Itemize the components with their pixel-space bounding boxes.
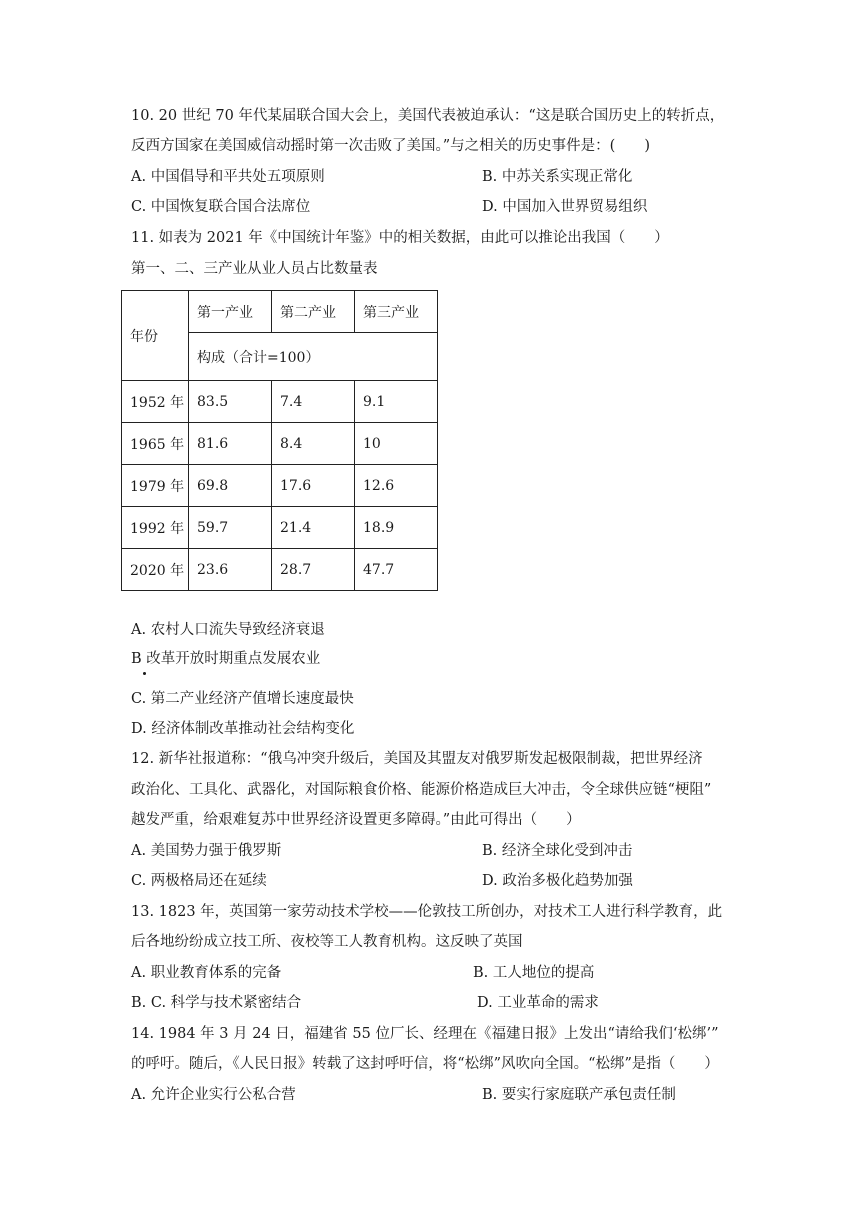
table-cell-year: 2020 年 xyxy=(122,549,189,591)
q14-option-a[interactable]: A. 允许企业实行公私合营 xyxy=(131,1087,296,1103)
q10-option-d[interactable]: D. 中国加入世界贸易组织 xyxy=(482,199,648,215)
q12-stem-line2: 政治化、工具化、武器化，对国际粮食价格、能源价格造成巨大冲击，令全球供应链“梗阻” xyxy=(131,782,712,798)
table-cell-tertiary: 12.6 xyxy=(355,465,438,507)
employment-share-table xyxy=(121,290,438,591)
table-cell-tertiary: 47.7 xyxy=(355,549,438,591)
q11-stem-line1: 11. 如表为 2021 年《中国统计年鉴》中的相关数据，由此可以推论出我国（ ） xyxy=(131,230,669,246)
q13-option-a[interactable]: A. 职业教育体系的完备 xyxy=(131,965,282,981)
q12-option-b[interactable]: B. 经济全球化受到冲击 xyxy=(482,843,633,859)
table-row xyxy=(122,549,438,591)
table-row xyxy=(122,423,438,465)
q12-stem-line3: 越发严重，给艰难复苏中世界经济设置更多障碍。”由此可得出（ ） xyxy=(131,812,581,828)
table-cell-year: 1965 年 xyxy=(122,423,189,465)
q13-option-d[interactable]: D. 工业革命的需求 xyxy=(477,995,599,1011)
table-cell-primary: 69.8 xyxy=(189,465,272,507)
table-cell-primary: 81.6 xyxy=(189,423,272,465)
table-header-primary: 第一产业 xyxy=(189,291,272,333)
q13-stem-line1: 13. 1823 年，英国第一家劳动技术学校——伦敦技工所创办，对技术工人进行科学教育，此 xyxy=(131,904,723,920)
table-cell-primary: 23.6 xyxy=(189,549,272,591)
table-cell-secondary: 28.7 xyxy=(272,549,355,591)
q11-option-a[interactable]: A. 农村人口流失导致经济衰退 xyxy=(131,622,325,638)
stray-dot-mark xyxy=(143,672,146,675)
table-header-composition: 构成（合计=100） xyxy=(189,333,438,381)
table-cell-year: 1979 年 xyxy=(122,465,189,507)
q13-option-b[interactable]: B. 工人地位的提高 xyxy=(473,965,595,981)
table-row xyxy=(122,465,438,507)
q11-option-b[interactable]: B 改革开放时期重点发展农业 xyxy=(131,651,321,667)
q14-stem-line1: 14. 1984 年 3 月 24 日，福建省 55 位厂长、经理在《福建日报》上发出“请给我们‘松绑’” xyxy=(131,1026,719,1042)
q10-option-a[interactable]: A. 中国倡导和平共处五项原则 xyxy=(131,169,325,185)
table-row xyxy=(122,381,438,423)
table-header-year: 年份 xyxy=(122,291,189,381)
table-cell-year: 1992 年 xyxy=(122,507,189,549)
q12-option-c[interactable]: C. 两极格局还在延续 xyxy=(131,873,267,889)
table-header-secondary: 第二产业 xyxy=(272,291,355,333)
table-cell-secondary: 17.6 xyxy=(272,465,355,507)
table-cell-secondary: 8.4 xyxy=(272,423,355,465)
q10-stem-line2: 反西方国家在美国威信动摇时第一次击败了美国。”与之相关的历史事件是：( ) xyxy=(131,138,650,154)
q13-option-c[interactable]: B. C. 科学与技术紧密结合 xyxy=(131,995,302,1011)
q11-option-d[interactable]: D. 经济体制改革推动社会结构变化 xyxy=(131,721,355,737)
table-cell-tertiary: 18.9 xyxy=(355,507,438,549)
q14-option-b[interactable]: B. 要实行家庭联产承包责任制 xyxy=(482,1087,676,1103)
q10-option-b[interactable]: B. 中苏关系实现正常化 xyxy=(482,169,633,185)
q10-option-c[interactable]: C. 中国恢复联合国合法席位 xyxy=(131,199,311,215)
table-cell-year: 1952 年 xyxy=(122,381,189,423)
table-cell-primary: 59.7 xyxy=(189,507,272,549)
q12-stem-line1: 12. 新华社报道称：“俄乌冲突升级后，美国及其盟友对俄罗斯发起极限制裁，把世界经济 xyxy=(131,751,703,767)
table-cell-secondary: 21.4 xyxy=(272,507,355,549)
table-header-tertiary: 第三产业 xyxy=(355,291,438,333)
q12-option-a[interactable]: A. 美国势力强于俄罗斯 xyxy=(131,843,282,859)
q11-table-title: 第一、二、三产业从业人员占比数量表 xyxy=(131,261,378,277)
table-cell-tertiary: 10 xyxy=(355,423,438,465)
q13-stem-line2: 后各地纷纷成立技工所、夜校等工人教育机构。这反映了英国 xyxy=(131,934,523,950)
q12-option-d[interactable]: D. 政治多极化趋势加强 xyxy=(482,873,633,889)
q14-stem-line2: 的呼吁。随后，《人民日报》转载了这封呼吁信，将“松绑”风吹向全国。“松绑”是指（ ） xyxy=(131,1056,719,1072)
table-row xyxy=(122,507,438,549)
table-cell-tertiary: 9.1 xyxy=(355,381,438,423)
q11-option-c[interactable]: C. 第二产业经济产值增长速度最快 xyxy=(131,691,354,707)
table-cell-primary: 83.5 xyxy=(189,381,272,423)
table-cell-secondary: 7.4 xyxy=(272,381,355,423)
q10-stem-line1: 10. 20 世纪 70 年代某届联合国大会上，美国代表被迫承认：“这是联合国历史上的转折点， xyxy=(131,108,725,124)
